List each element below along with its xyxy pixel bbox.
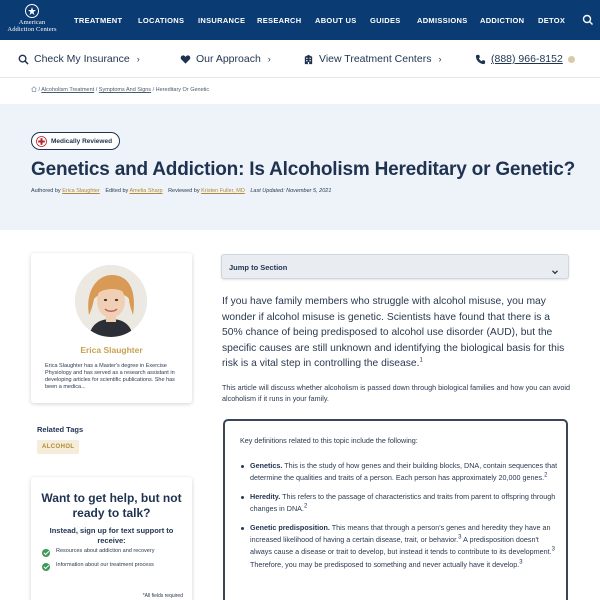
- logo-mark-icon: [25, 4, 39, 18]
- text-support-card: [31, 477, 192, 600]
- page-title: Genetics and Addiction: Is Alcoholism Hereditary or Genetic?: [31, 159, 576, 180]
- nav-item-about-us[interactable]: ABOUT US: [315, 16, 357, 25]
- last-updated: Last Updated: November 5, 2021: [250, 188, 332, 194]
- check-insurance-label: Check My Insurance: [34, 53, 130, 65]
- author-bio: Erica Slaughter has a Master's degree in Exercise Physiology and has served as a research assistant in developing articles for scientific publications. She has been a medica...: [45, 363, 175, 390]
- breadcrumb-separator: /: [38, 87, 41, 93]
- definition-text: A predisposition doesn't always cause a disease or trait to develop, but instead it tends to contribute to its development.: [250, 535, 552, 557]
- list-item: [42, 562, 187, 571]
- editor-link[interactable]: Amelia Sharp: [129, 188, 163, 194]
- article-lead-paragraph: [222, 294, 570, 372]
- related-tags-heading: Related Tags: [37, 425, 84, 434]
- breadcrumb: [31, 86, 209, 93]
- list-item: [240, 491, 558, 516]
- medical-review-icon: [36, 136, 47, 147]
- badge-label: Medically Reviewed: [51, 137, 113, 145]
- reviewed-by-label: Reviewed by: [168, 188, 200, 194]
- article-header: [0, 104, 600, 230]
- jump-to-section-label: Jump to Section: [229, 263, 288, 272]
- phone-number[interactable]: (888) 966-8152: [491, 53, 563, 65]
- our-approach-label: Our Approach: [196, 53, 261, 65]
- view-centers-link[interactable]: [303, 53, 441, 65]
- nav-item-locations[interactable]: LOCATIONS: [138, 16, 185, 25]
- top-nav: [0, 0, 600, 40]
- breadcrumb-alcoholism-treatment[interactable]: Alcoholism Treatment: [41, 87, 95, 93]
- nav-item-detox[interactable]: DETOX: [538, 16, 566, 25]
- breadcrumb-separator: /: [152, 87, 155, 93]
- breadcrumb-current: Hereditary Or Genetic: [155, 87, 210, 93]
- home-icon[interactable]: [31, 86, 37, 92]
- check-insurance-link[interactable]: [18, 53, 140, 65]
- list-item: [240, 460, 558, 485]
- breadcrumb-separator: /: [95, 87, 98, 93]
- definition-text: This means that through a person's genes and heredity they have an increased likelihood of having a certain disease, trait, or behavior.: [250, 522, 551, 545]
- citation-ref[interactable]: 3: [458, 534, 462, 541]
- edited-by-label: Edited by: [105, 188, 129, 194]
- citation-ref[interactable]: 3: [519, 559, 523, 566]
- site-logo[interactable]: [6, 4, 58, 38]
- nav-item-guides[interactable]: GUIDES: [370, 16, 401, 25]
- article-intro-paragraph: This article will discuss whether alcoholism is passed down through biological families and how you can avoid alcoholism if it runs in your family.: [222, 383, 570, 403]
- breadcrumb-symptoms-and-signs[interactable]: Symptoms And Signs: [98, 87, 152, 93]
- definitions-intro: Key definitions related to this topic include the following:: [240, 436, 418, 445]
- logo-text: [7, 19, 56, 33]
- author-avatar[interactable]: [75, 265, 147, 337]
- citation-ref[interactable]: 2: [303, 503, 308, 510]
- help-card-title: Want to get help, but not ready to talk?: [41, 491, 182, 520]
- nav-item-admissions[interactable]: ADMISSIONS: [417, 16, 468, 25]
- lead-text: If you have family members who struggle with alcohol misuse, you may wonder if alcohol misuse is genetic. Scientists have found that there is a 50% chance of being predisposed to alcohol use disorder (AUD), but the specific causes are still unknown and identifying the biological basis for this risk is a vital step in controlling the disease.: [222, 296, 565, 369]
- key-definitions-box: [223, 419, 568, 600]
- list-item: [42, 548, 187, 557]
- check-circle-icon: [42, 563, 50, 571]
- check-circle-icon: [42, 549, 50, 557]
- citation-ref[interactable]: 2: [544, 473, 548, 480]
- author-card: [31, 253, 192, 403]
- benefit-text: Information about our treatment process: [56, 562, 154, 568]
- article-bylines: [31, 188, 331, 194]
- chevron-right-icon: ›: [267, 54, 271, 64]
- reviewer-link[interactable]: Kristen Fuller, MD: [201, 188, 245, 194]
- authored-by-label: Authored by: [31, 188, 61, 194]
- logo-line-1: American: [18, 19, 46, 26]
- list-item: [240, 522, 558, 572]
- search-icon[interactable]: [582, 13, 594, 25]
- phone-link[interactable]: [475, 53, 575, 65]
- heart-icon: [180, 54, 191, 65]
- help-card-subtitle: Instead, sign up for text support to receive:: [49, 526, 174, 545]
- definition-text: This is the study of how genes and their building blocks, DNA, contain sequences that determine the qualities and traits of a person. Each person has approximately 20,000 genes.: [250, 461, 558, 483]
- nav-item-research[interactable]: RESEARCH: [257, 16, 302, 25]
- nav-item-insurance[interactable]: INSURANCE: [198, 16, 246, 25]
- citation-ref[interactable]: 1: [419, 357, 423, 364]
- help-benefits-list: [42, 548, 187, 576]
- definition-text: This refers to the passage of characteristics and traits from parent to offspring through changes in DNA.: [250, 491, 556, 514]
- view-centers-label: View Treatment Centers: [319, 53, 432, 65]
- required-fields-note: *All fields required: [142, 593, 183, 599]
- chevron-right-icon: ›: [136, 54, 140, 64]
- citation-ref[interactable]: 3: [551, 547, 555, 554]
- chevron-down-icon: [551, 263, 559, 271]
- tag-alcohol[interactable]: ALCOHOL: [37, 440, 79, 454]
- nav-item-treatment[interactable]: TREATMENT: [74, 16, 123, 25]
- status-dot-icon: [568, 56, 575, 63]
- definition-text: Therefore, you may be predisposed to something and never actually have it develop.: [250, 559, 520, 569]
- our-approach-link[interactable]: [180, 53, 271, 65]
- nav-item-addiction[interactable]: ADDICTION: [480, 16, 525, 25]
- definitions-list: [240, 460, 558, 577]
- phone-icon: [475, 54, 486, 65]
- author-name[interactable]: Erica Slaughter: [80, 345, 143, 355]
- definition-term: Genetic predisposition.: [250, 522, 330, 532]
- definition-term: Heredity.: [250, 491, 281, 501]
- search-icon: [18, 54, 29, 65]
- chevron-right-icon: ›: [438, 54, 442, 64]
- sub-nav: [0, 40, 600, 78]
- medically-reviewed-badge[interactable]: [31, 132, 120, 150]
- logo-line-2: Addiction Centers: [7, 26, 57, 33]
- nav-menu: [60, 0, 580, 40]
- benefit-text: Resources about addiction and recovery: [56, 548, 155, 554]
- author-link[interactable]: Erica Slaughter: [62, 188, 100, 194]
- jump-to-section-dropdown[interactable]: [221, 254, 569, 279]
- definition-term: Genetics.: [250, 461, 283, 470]
- building-icon: [303, 54, 314, 65]
